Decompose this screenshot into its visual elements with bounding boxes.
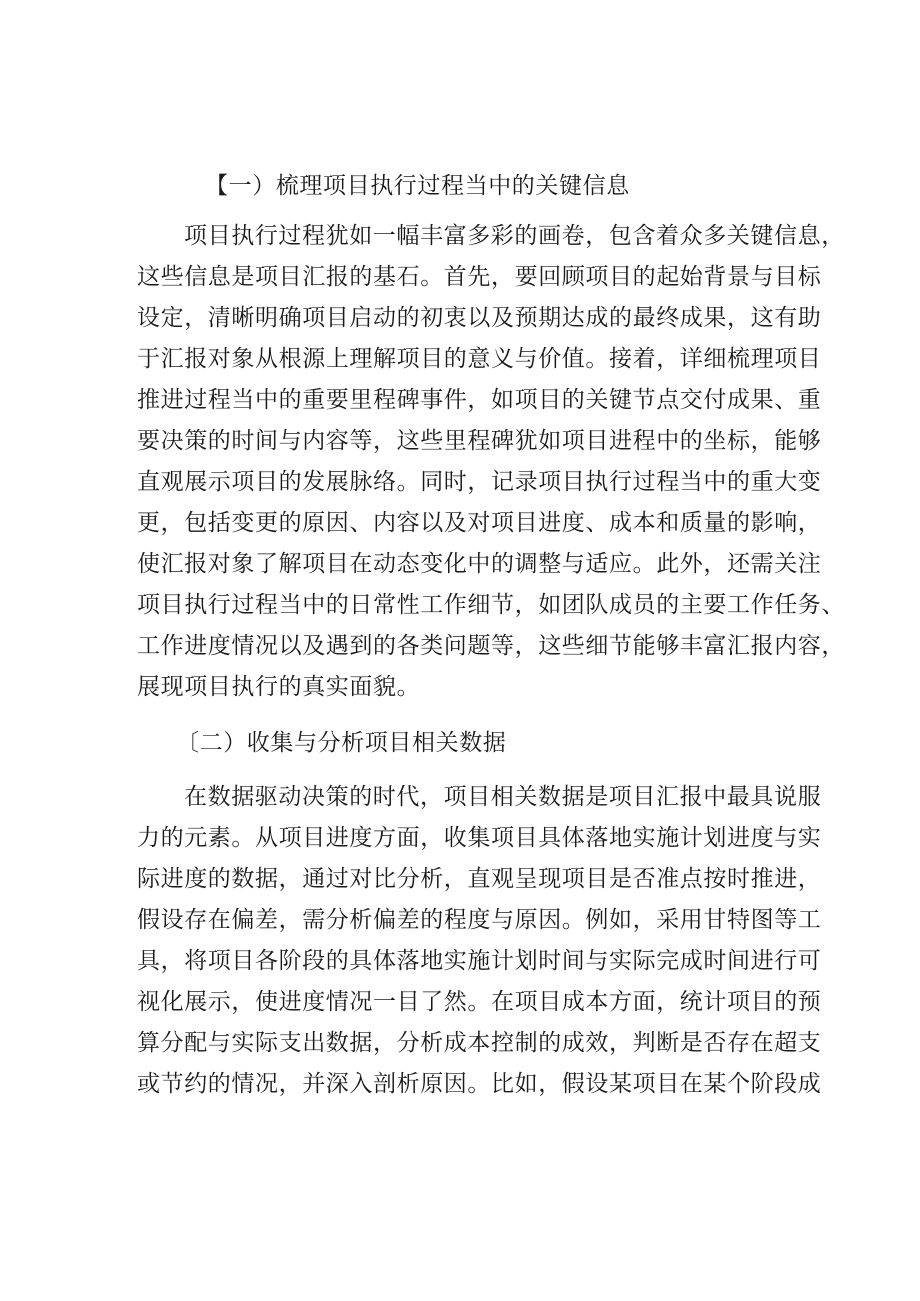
paragraph-line: 具，将项目各阶段的具体落地实施计划时间与实际完成时间进行可 <box>137 948 822 974</box>
paragraph-line: 要决策的时间与内容等，这些里程碑犹如项目进程中的坐标，能够 <box>137 428 822 454</box>
paragraph-line: 算分配与实际支出数据，分析成本控制的成效，判断是否存在超支 <box>137 1030 822 1056</box>
paragraph-line: 设定，清晰明确项目启动的初衷以及预期达成的最终成果，这有助 <box>137 305 822 331</box>
paragraph-line: 在数据驱动决策的时代，项目相关数据是项目汇报中最具说服 <box>184 784 822 810</box>
paragraph-line: 直观展示项目的发展脉络。同时，记录项目执行过程当中的重大变 <box>137 469 822 495</box>
paragraph-line: 于汇报对象从根源上理解项目的意义与价值。接着，详细梳理项目 <box>137 346 822 372</box>
paragraph-line: 力的元素。从项目进度方面，收集项目具体落地实施计划进度与实 <box>137 825 822 851</box>
paragraph-line: 视化展示，使进度情况一目了然。在项目成本方面，统计项目的预 <box>137 989 822 1015</box>
paragraph-line: 假设存在偏差，需分析偏差的程度与原因。例如，采用甘特图等工 <box>137 907 822 933</box>
paragraph-line: 项目执行过程犹如一幅丰富多彩的画卷，包含着众多关键信息， <box>184 223 845 249</box>
paragraph-line: 推进过程当中的重要里程碑事件，如项目的关键节点交付成果、重 <box>137 387 822 413</box>
paragraph-line: 这些信息是项目汇报的基石。首先，要回顾项目的起始背景与目标 <box>137 264 822 290</box>
paragraph-line: 际进度的数据，通过对比分析，直观呈现项目是否准点按时推进， <box>137 866 822 892</box>
section-1-heading: 【一）梳理项目执行过程当中的关键信息 <box>205 173 630 199</box>
paragraph-line: 更，包括变更的原因、内容以及对项目进度、成本和质量的影响， <box>137 510 822 536</box>
paragraph-line: 工作进度情况以及遇到的各类问题等，这些细节能够丰富汇报内容， <box>137 633 845 659</box>
paragraph-line: 或节约的情况，并深入剖析原因。比如，假设某项目在某个阶段成 <box>137 1071 822 1097</box>
paragraph-line: 展现项目执行的真实面貌。 <box>137 674 421 700</box>
paragraph-line: 使汇报对象了解项目在动态变化中的调整与适应。此外，还需关注 <box>137 551 822 577</box>
section-2-heading: 〔二）收集与分析项目相关数据 <box>176 730 507 756</box>
paragraph-line: 项目执行过程当中的日常性工作细节，如团队成员的主要工作任务、 <box>137 592 845 618</box>
